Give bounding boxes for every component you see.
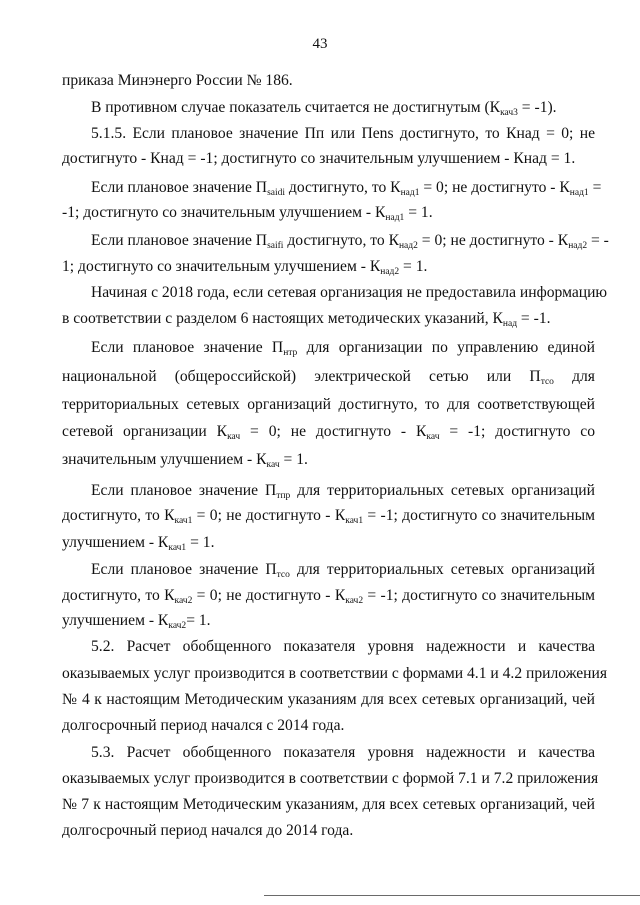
text-line: долгосрочный период начался до 2014 года. — [62, 822, 354, 839]
text-line: достигнуто, то $К_{кач1} = 0$; не достигнуто - $К_{кач1} = -1$; достигнуто со значительным — [62, 507, 595, 526]
text-line: сетевой организации $К_{кач} = 0$; не достигнуто - $К_{кач} = -1$; достигнуто со — [62, 423, 595, 442]
text-line: Начиная с 2018 года, если сетевая организация не предоставила информацию — [91, 284, 608, 301]
text-line: В противном случае показатель считается не достигнутым $(К_{кач3} = -1)$. — [91, 99, 557, 118]
text-line: 1; достигнуто со значительным улучшением - $К_{над2} = 1$. — [62, 258, 428, 277]
text-line: улучшением - $К_{кач1} = 1$. — [62, 534, 215, 553]
text-line: Если плановое значение $П_{saifi}$ достигнуто, то $К_{над2} = 0$; не достигнуто - $К_{над2}$ = - — [91, 232, 609, 251]
text-line: оказываемых услуг производится в соответствии с формами 4.1 и 4.2 приложения — [62, 665, 608, 682]
text-line: значительным улучшением - $К_{кач} = 1$. — [62, 451, 308, 470]
text-line: № 4 к настоящим Методическим указаниям для всех сетевых организаций, чей — [62, 691, 595, 708]
page-number: 43 — [312, 36, 328, 52]
text-line: Если плановое значение $П_{тпр}$ для территориальных сетевых организаций — [91, 482, 595, 501]
text-line: 5.2. Расчет обобщенного показателя уровня надежности и качества — [91, 638, 595, 655]
text-line: 5.1.5. Если плановое значение Пп или Пens достигнуто, то Кнад = 0; не — [91, 125, 595, 142]
text-line: в соответствии с разделом 6 настоящих методических указаний, $К_{над} = -1$. — [62, 310, 551, 329]
text-line: оказываемых услуг производится в соответствии с формой 7.1 и 7.2 приложения — [62, 770, 599, 787]
text-line: Если плановое значение $П_{нтр}$ для организации по управлению единой — [91, 339, 595, 358]
text-line: долгосрочный период начался с 2014 года. — [62, 717, 345, 734]
scan-edge-divider — [264, 895, 640, 896]
text-line: территориальных сетевых организаций достигнуто, то для соответствующей — [62, 396, 595, 413]
text-line: национальной (общероссийской) электрической сетью или $П_{тсо}$ для — [62, 368, 595, 387]
text-line: Если плановое значение $П_{saidi}$ достигнуто, то $К_{над1} = 0$; не достигнуто - $К_{над1}$ = — [91, 179, 602, 198]
text-line: 5.3. Расчет обобщенного показателя уровня надежности и качества — [91, 744, 595, 761]
text-line: -1; достигнуто со значительным улучшением - $К_{над1} = 1$. — [62, 204, 433, 223]
text-line: достигнуто, то $К_{кач2} = 0$; не достигнуто - $К_{кач2} = -1$; достигнуто со значительным — [62, 587, 595, 606]
text-line: улучшением - $К_{кач2}= 1$. — [62, 612, 211, 631]
text-line: Если плановое значение $П_{тсо}$ для территориальных сетевых организаций — [91, 561, 595, 580]
text-line: приказа Минэнерго России № 186. — [62, 72, 293, 89]
text-line: достигнуто - Кнад = -1; достигнуто со значительным улучшением - Кнад = 1. — [62, 150, 576, 167]
text-line: № 7 к настоящим Методическим указаниям, для всех сетевых организаций, чей — [62, 796, 595, 813]
